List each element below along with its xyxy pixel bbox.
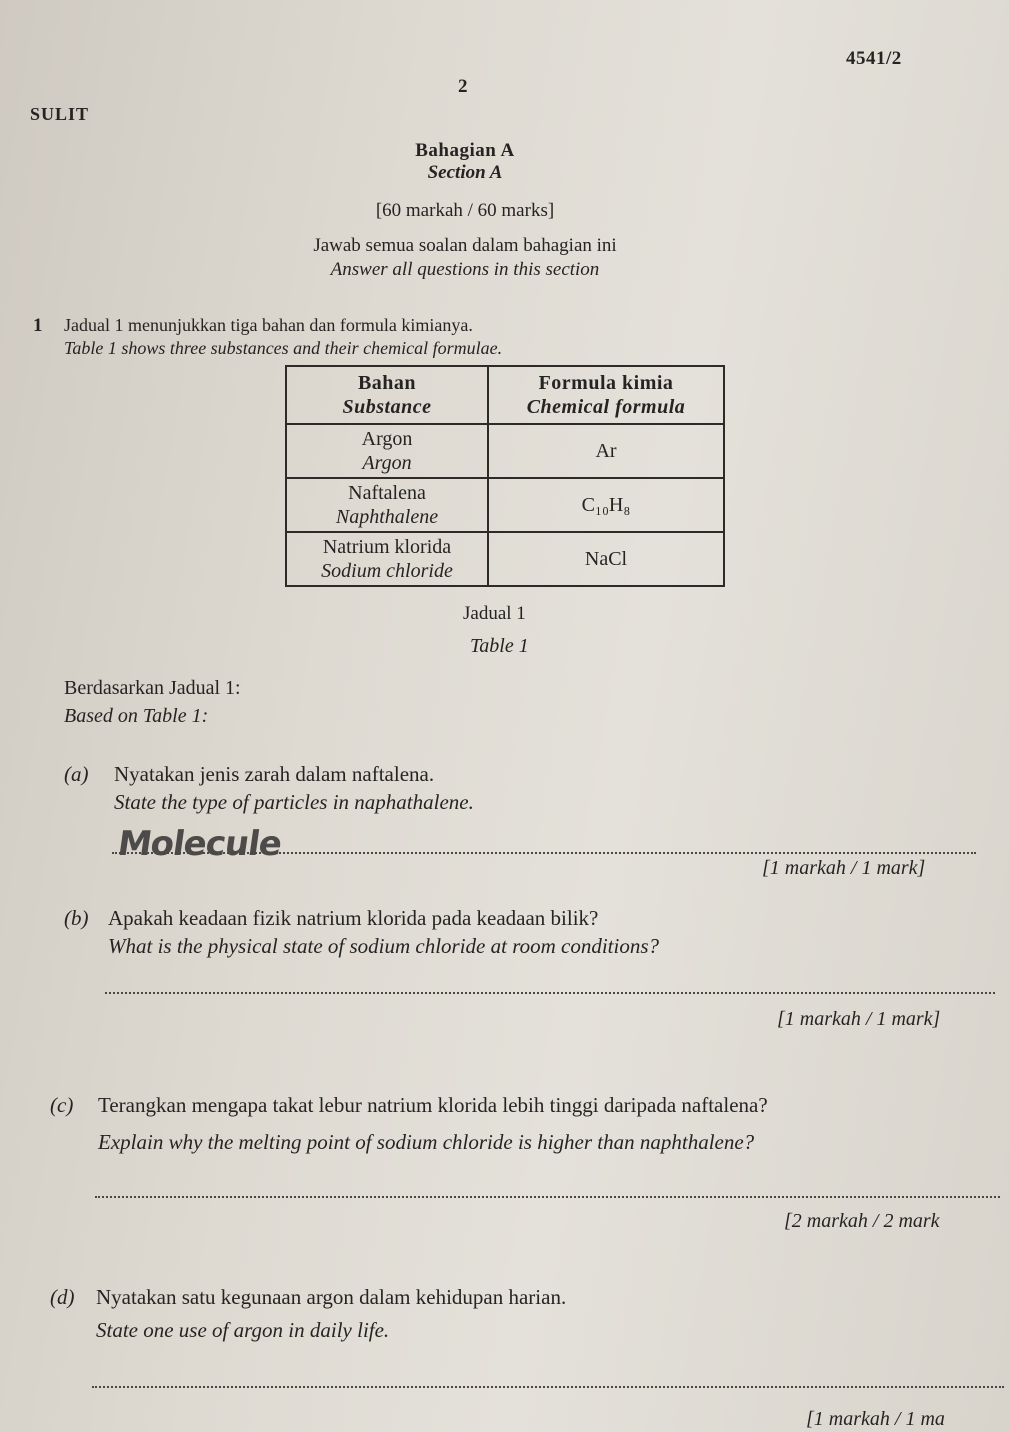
- table-header-row: [286, 366, 724, 424]
- table-row: [286, 532, 724, 586]
- paper-code: 4541/2: [846, 48, 902, 69]
- part-a-text-en: State the type of particles in naphathalene.: [114, 790, 474, 814]
- section-title-en: Section A: [427, 162, 503, 183]
- substance-name-en: Sodium chloride: [321, 560, 453, 582]
- substance-name-ms: Argon: [361, 428, 413, 450]
- part-a-marks: [1 markah / 1 mark]: [762, 857, 926, 879]
- question-stem-ms: Jadual 1 menunjukkan tiga bahan dan formula kimianya.: [64, 315, 473, 335]
- part-c-answer-line[interactable]: [95, 1196, 1000, 1198]
- header-formula-en: Chemical formula: [526, 396, 686, 418]
- part-d-text-en: State one use of argon in daily life.: [96, 1318, 390, 1342]
- section-marks: [60 markah / 60 marks]: [375, 200, 555, 221]
- section-instruction-en: Answer all questions in this section: [330, 259, 600, 280]
- page-number: 2: [458, 76, 468, 97]
- part-c-text-ms: Terangkan mengapa takat lebur natrium klorida lebih tinggi daripada naftalena?: [98, 1093, 768, 1117]
- part-d-label: (d): [50, 1285, 75, 1309]
- classification-label: SULIT: [30, 104, 90, 124]
- section-title-ms: Bahagian A: [415, 140, 515, 161]
- part-b-answer-line[interactable]: [105, 992, 995, 994]
- substance-name-en: Naphthalene: [335, 506, 439, 528]
- substance-name-ms: Naftalena: [348, 482, 426, 504]
- part-d-marks: [1 markah / 1 ma: [806, 1408, 945, 1430]
- header-formula: [488, 366, 724, 424]
- substances-table: [285, 365, 725, 587]
- table-caption-en: Table 1: [470, 635, 529, 657]
- part-b-label: (b): [64, 906, 89, 930]
- table-row: [286, 424, 724, 478]
- header-formula-ms: Formula kimia: [538, 372, 674, 394]
- substance-cell: [286, 532, 488, 586]
- part-c-marks: [2 markah / 2 mark: [784, 1210, 940, 1232]
- part-c-label: (c): [50, 1093, 74, 1117]
- part-d-answer-line[interactable]: [92, 1386, 1004, 1388]
- substance-name-ms: Natrium klorida: [322, 536, 452, 558]
- part-b-marks: [1 markah / 1 mark]: [777, 1008, 941, 1030]
- question-number: 1: [33, 315, 43, 336]
- substance-cell: [286, 478, 488, 532]
- formula-cell: C₁₀H₈: [488, 478, 724, 532]
- part-a-answer-line[interactable]: [112, 852, 976, 854]
- header-substance-ms: Bahan: [357, 372, 417, 394]
- part-b-text-ms: Apakah keadaan fizik natrium klorida pada keadaan bilik?: [108, 906, 599, 930]
- table-caption-ms: Jadual 1: [463, 603, 526, 624]
- part-a-label: (a): [64, 762, 89, 786]
- header-substance: [286, 366, 488, 424]
- header-substance-en: Substance: [342, 396, 432, 418]
- section-instruction-ms: Jawab semua soalan dalam bahagian ini: [313, 235, 617, 256]
- part-a-text-ms: Nyatakan jenis zarah dalam naftalena.: [114, 762, 435, 786]
- part-b-text-en: What is the physical state of sodium chloride at room conditions?: [108, 934, 660, 958]
- substance-cell: [286, 424, 488, 478]
- part-d-text-ms: Nyatakan satu kegunaan argon dalam kehidupan harian.: [96, 1285, 567, 1309]
- based-on-en: Based on Table 1:: [64, 705, 209, 727]
- question-stem-en: Table 1 shows three substances and their chemical formulae.: [64, 338, 503, 358]
- part-a-handwritten-answer: Molecule: [115, 824, 284, 864]
- based-on-ms: Berdasarkan Jadual 1:: [64, 677, 241, 699]
- part-c-text-en: Explain why the melting point of sodium chloride is higher than naphthalene?: [98, 1130, 755, 1154]
- formula-cell: Ar: [488, 424, 724, 478]
- substance-name-en: Argon: [362, 452, 412, 474]
- formula-cell: NaCl: [488, 532, 724, 586]
- table-row: [286, 478, 724, 532]
